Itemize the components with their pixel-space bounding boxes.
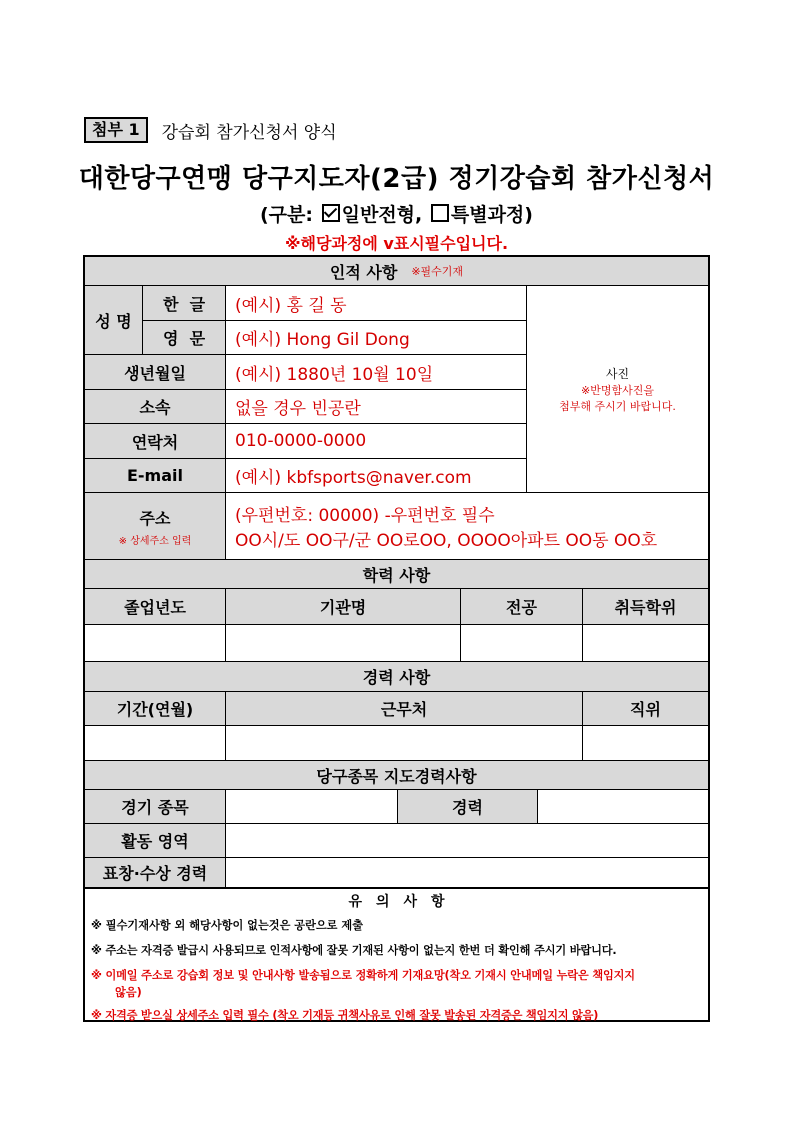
photo-box[interactable] (527, 286, 708, 493)
address-line-1: (우편번호: 00000) -우편번호 필수 (235, 506, 495, 526)
career-header-position: 직위 (583, 692, 708, 726)
career-period-field[interactable] (85, 726, 226, 761)
note-item-1: ※ 필수기재사항 외 해당사항이 없는것은 공란으로 제출 (91, 919, 364, 932)
experience-label: 경력 (398, 790, 538, 824)
education-degree-field[interactable] (583, 625, 708, 662)
experience-field[interactable] (538, 790, 708, 824)
email-field[interactable]: (예시) kbfsports@naver.com (226, 459, 527, 493)
education-year-field[interactable] (85, 625, 226, 662)
birth-field[interactable]: (예시) 1880년 10월 10일 (226, 355, 527, 390)
category-line (0, 200, 793, 227)
activity-field[interactable] (226, 824, 708, 858)
attachment-label: 첨부 1 (84, 117, 148, 143)
notes-box (83, 889, 710, 1022)
address-label-cell (85, 493, 226, 560)
affiliation-field[interactable]: 없을 경우 빈공란 (226, 390, 527, 424)
career-header-workplace: 근무처 (226, 692, 583, 726)
education-header-institution: 기관명 (226, 589, 461, 625)
education-header-year: 졸업년도 (85, 589, 226, 625)
name-label: 성 명 (85, 286, 143, 355)
korean-name-label: 한 글 (143, 286, 226, 321)
address-line-2: OO시/도 OO구/군 OO로OO, OOOO아파트 OO동 OO호 (235, 531, 658, 551)
personal-section-header (85, 257, 708, 286)
contact-label: 연락처 (85, 424, 226, 459)
photo-label: 사진 (605, 366, 630, 381)
email-label: E-mail (85, 459, 226, 493)
korean-name-field[interactable]: (예시) 홍 길 동 (226, 286, 527, 321)
checkbox-general[interactable] (322, 204, 340, 222)
form-title: 대한당구연맹 당구지도자(2급) 정기강습회 참가신청서 (78, 164, 715, 194)
required-notice: ※해당과정에 v표시필수입니다. (284, 234, 509, 253)
career-section-header: 경력 사항 (85, 662, 708, 692)
education-institution-field[interactable] (226, 625, 461, 662)
address-field[interactable] (226, 493, 708, 560)
education-major-field[interactable] (461, 625, 583, 662)
education-section-header: 학력 사항 (85, 560, 708, 589)
coaching-section-header: 당구종목 지도경력사항 (85, 761, 708, 790)
personal-section-title: 인적 사항 (329, 262, 398, 282)
career-workplace-field[interactable] (226, 726, 583, 761)
photo-note-1: ※반명함사진을 (581, 383, 654, 397)
notes-title: 유의사항 (348, 894, 459, 910)
checkbox-special[interactable] (431, 204, 449, 222)
note-item-3-cont: 않음) (115, 986, 142, 999)
event-field[interactable] (226, 790, 398, 824)
option-general-label: 일반전형, (341, 204, 423, 226)
required-mark: ※필수기재 (411, 265, 464, 278)
event-label: 경기 종목 (85, 790, 226, 824)
note-item-3: ※ 이메일 주소로 강습회 정보 및 안내사항 발송됨으로 정확하게 기재요망(착오 기재시 안내메일 누락은 책임지지 (91, 969, 635, 982)
address-label: 주소 (139, 508, 171, 528)
address-note: ※ 상세주소 입력 (118, 535, 192, 547)
affiliation-label: 소속 (85, 390, 226, 424)
english-name-field[interactable]: (예시) Hong Gil Dong (226, 321, 527, 355)
option-special-label: 특별과정) (450, 204, 533, 226)
award-field[interactable] (226, 858, 708, 887)
activity-label: 활동 영역 (85, 824, 226, 858)
education-header-major: 전공 (461, 589, 583, 625)
birth-label: 생년월일 (85, 355, 226, 390)
english-name-label: 영 문 (143, 321, 226, 355)
career-header-period: 기간(연월) (85, 692, 226, 726)
attachment-header (84, 117, 337, 143)
category-prefix: (구분: (260, 204, 320, 226)
application-form (83, 255, 710, 889)
career-position-field[interactable] (583, 726, 708, 761)
award-label: 표창·수상 경력 (85, 858, 226, 887)
attachment-text: 강습회 참가신청서 양식 (161, 122, 337, 143)
note-item-4: ※ 자격증 받으실 상세주소 입력 필수 (착오 기재등 귀책사유로 인해 잘못 발송된 자격증은 책임지지 않음) (91, 1009, 599, 1022)
note-item-2: ※ 주소는 자격증 발급시 사용되므로 인적사항에 잘못 기재된 사항이 없는지 한번 더 확인해 주시기 바랍니다. (91, 944, 617, 957)
contact-field[interactable]: 010-0000-0000 (226, 424, 527, 459)
education-header-degree: 취득학위 (583, 589, 708, 625)
photo-note-2: 첨부해 주시기 바랍니다. (559, 399, 676, 413)
